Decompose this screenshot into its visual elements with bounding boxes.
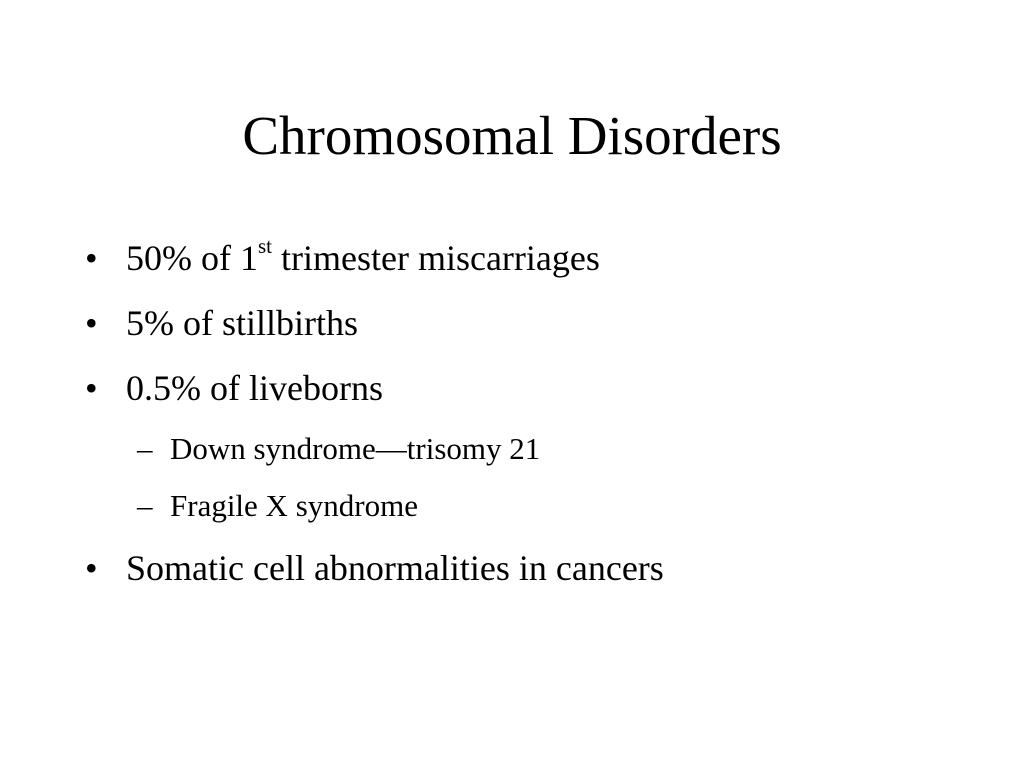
- dash-icon: –: [137, 431, 153, 466]
- dash-icon: –: [137, 488, 153, 523]
- slide-title: Chromosomal Disorders: [242, 105, 782, 166]
- bullet-text-before: 50% of 1: [126, 238, 258, 278]
- bullet-text: 0.5% of liveborns: [126, 368, 383, 408]
- bullet-text: Somatic cell abnormalities in cancers: [126, 548, 664, 588]
- sub-bullet-item: [137, 429, 540, 469]
- bullet-text: 5% of stillbirths: [126, 303, 358, 343]
- sub-bullet-text: Down syndrome—trisomy 21: [170, 431, 541, 466]
- sub-bullet-item: [137, 486, 418, 526]
- bullet-dot-icon: •: [85, 303, 98, 343]
- bullet-dot-icon: •: [85, 548, 98, 588]
- bullet-dot-icon: •: [85, 238, 98, 278]
- bullet-text-after: trimester miscarriages: [272, 238, 600, 278]
- bullet-item: [85, 301, 358, 345]
- bullet-item: [85, 366, 383, 410]
- bullet-item: [85, 236, 600, 280]
- sub-bullet-text: Fragile X syndrome: [170, 488, 418, 523]
- ordinal-superscript: st: [257, 234, 272, 258]
- bullet-item: [85, 546, 664, 590]
- bullet-dot-icon: •: [85, 368, 98, 408]
